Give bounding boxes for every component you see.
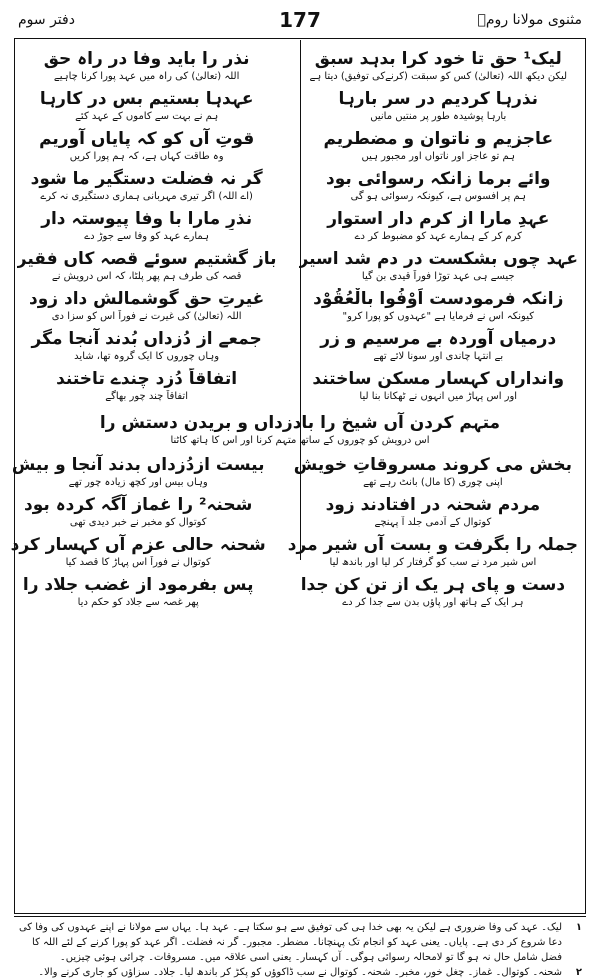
verse-cell: [299, 288, 578, 328]
urdu-translation: ہم نے بہت سے کاموں کے عہد کئے: [75, 111, 219, 122]
footnote-text: شحنہ۔ کوتوال۔ غماز۔ چغل خور، مخبر۔ شحنہ۔ کوتوال نے سب ڈاکوؤں کو پکڑ کر باندھ لیا۔ جلاد۔ سزاؤں کو جاری کرنے والا۔: [38, 967, 562, 978]
footnote-number: ۱: [575, 922, 582, 933]
verse-cell: [17, 368, 277, 408]
verse-cell: [299, 368, 578, 408]
verse-cell: [17, 248, 277, 288]
persian-verse: درمیاں آوردہ بے مرسیم و زر: [320, 329, 557, 349]
persian-verse: نذر را باید وفا در راہ حق: [43, 49, 250, 69]
persian-verse: نذرِ مارا با وفا پیوستہ دار: [41, 209, 253, 229]
urdu-translation: ہر ایک کے ہاتھ اور پاؤں بدن سے جدا کر دے: [342, 597, 524, 608]
page-body: [10, 48, 578, 614]
urdu-translation: بارہا پوشیدہ طور پر منتیں مانیں: [370, 111, 507, 122]
urdu-translation: وہاں بیس اور کچھ زیادہ چور تھے: [68, 477, 208, 488]
persian-verse: عاجزیم و ناتوان و مضطریم: [323, 129, 554, 149]
verse-cell: [288, 494, 578, 534]
persian-verse: بیست ازدُزداں بدند آنجا و بیش: [11, 455, 265, 475]
urdu-translation: وہاں چوروں کا ایک گروہ تھا، شاید: [74, 351, 220, 362]
verse-cell: [299, 328, 578, 368]
footnotes: [18, 920, 582, 980]
urdu-translation: ہم تو عاجز اور ناتواں اور مجبور ہیں: [361, 151, 516, 162]
persian-verse: باز گشتیم سوئے قصہ کاں فقیر: [16, 249, 277, 269]
urdu-translation: وہ طاقت کہاں ہے، کہ ہم پورا کریں: [69, 151, 224, 162]
verse-cell: [299, 128, 578, 168]
verse-cell: [11, 574, 266, 614]
verse-cell: [17, 128, 277, 168]
persian-verse: عہدہا بستیم بس در کارہا: [39, 89, 254, 109]
urdu-translation: کوتوال نے فوراً اس پہاڑ کا قصد کیا: [65, 557, 211, 568]
verse-block-1: [16, 48, 578, 408]
verse-cell: [288, 574, 578, 614]
urdu-translation: لیکن دیکھ اللہ (تعالیٰ) کس کو سبقت (کرنےکی توفیق) دیتا ہے: [309, 71, 568, 82]
heading-title: متہم کردن آں شیخ را بادزداں و بریدن دستش را: [99, 413, 501, 433]
urdu-translation: کرم کر کے ہمارے عہد کو مضبوط کر دے: [354, 231, 522, 242]
urdu-translation: پھر غصہ سے جلاد کو حکم دیا: [77, 597, 199, 608]
persian-verse: عہد چوں بشکست در دم شد اسیر: [298, 249, 578, 269]
verse-cell: [17, 168, 277, 208]
persian-verse: پس بفرمود از غضب جلاد را: [22, 575, 254, 595]
verse-cell: [11, 534, 266, 574]
persian-verse: قوتِ آں کو کہ پایاں آوریم: [39, 129, 255, 149]
footnote-2: [18, 965, 582, 980]
persian-verse: عہدِ مارا از کرم دار استوار: [327, 209, 550, 229]
urdu-translation: (اے اللہ) اگر تیری مہربانی ہماری دستگیری نہ کرے: [40, 191, 253, 202]
persian-verse: شحنہ حالی عزم آں کہسار کرد: [10, 535, 266, 555]
persian-verse: شحنہ² را غماز آگہ کردہ بود: [24, 495, 253, 515]
persian-verse: وائے برما زانکہ رسوائی بود: [326, 169, 551, 189]
page-number: 177: [279, 8, 321, 32]
persian-verse: لیک¹ حق تا خود کرا بدہد سبق: [314, 49, 562, 69]
urdu-translation: اس شیر مرد نے سب کو گرفتار کر لیا اور باندھ لیا: [329, 557, 537, 568]
urdu-translation: اللہ (تعالیٰ) کی غیرت نے فوراً اس کو سزا دی: [51, 311, 242, 322]
verse-cell: [299, 208, 578, 248]
verse-cell: [17, 208, 277, 248]
persian-verse: دست و پای ہر یک از تن کن جدا: [300, 575, 566, 595]
urdu-translation: اپنی چوری (کا مال) بانٹ رہے تھے: [363, 477, 503, 488]
verse-cell: [299, 48, 578, 88]
verse-cell: [299, 168, 578, 208]
urdu-translation: کوتوال کو مخبر نے خبر دیدی تھی: [69, 517, 207, 528]
verse-cell: [11, 494, 266, 534]
urdu-translation: ہم پر افسوس ہے، کیونکہ رسوائی ہو گی: [350, 191, 526, 202]
verse-cell: [288, 534, 578, 574]
persian-verse: اتفاقاً دُزد چندے تاختند: [56, 369, 238, 389]
footnote-text: لیک۔ عہد کی وفا ضروری ہے لیکن یہ بھی خدا ہی کی توفیق سے ہو سکتا ہے۔ عہد ہا۔ یہاں سے مولانا نے اپنے عہدوں کی وفا کی دعا شروع کر دی ہے۔ پایاں۔ یعنی عہد کو انجام تک پہنچانا۔ مضطر۔ مجبور۔ گر نہ فضلت۔ اگر عہد کو پورا کرنے کے لئے اللہ کا فضل شامل حال نہ ہو گا تو لامحالہ رسوائی ہوگی۔ آں کہسار۔ یعنی اسی علاقہ میں۔ مسروقات۔ چرائی ہوئی چیزیں۔: [18, 922, 562, 963]
persian-verse: جملہ را بگرفت و بست آں شیر مرد: [287, 535, 578, 555]
footnote-divider: [14, 916, 586, 917]
verse-cell: [17, 88, 277, 128]
verse-cell: [299, 88, 578, 128]
heading-translation: اس درویش کو چوروں کے ساتھ متہم کرنا اور اس کا ہاتھ کاٹنا: [170, 435, 430, 446]
persian-verse: وانداراں کہسار مسکن ساختند: [312, 369, 565, 389]
persian-verse: بخش می کروند مسروقاتِ خویش: [293, 455, 572, 475]
verse-cell: [17, 328, 277, 368]
volume-label: دفتر سوم: [18, 12, 75, 28]
urdu-translation: جیسے ہی عہد توڑا فوراً قیدی بن گیا: [361, 271, 515, 282]
verse-cell: [11, 454, 266, 494]
urdu-translation: قصہ کی طرف ہم پھر پلٹا، کہ اس درویش نے: [51, 271, 242, 282]
urdu-translation: اللہ (تعالیٰ) کی راہ میں عہد پورا کرنا چاہیے: [53, 71, 240, 82]
urdu-translation: کوتوال کے آدمی جلد آ پہنچے: [374, 517, 492, 528]
persian-verse: مردم شحنہ در افتادند زود: [325, 495, 541, 515]
persian-verse: نذرہا کردیم در سر بارہا: [338, 89, 539, 109]
verse-cell: [299, 248, 578, 288]
persian-verse: غیرتِ حق گوشمالش داد زود: [28, 289, 265, 309]
section-heading: [22, 412, 578, 448]
verse-cell: [17, 48, 277, 88]
verse-cell: [288, 454, 578, 494]
verse-block-2: [10, 454, 578, 614]
footnote-number: ۲: [575, 967, 582, 978]
footnote-1: [18, 920, 582, 965]
urdu-translation: ہمارے عہد کو وفا سے جوڑ دے: [84, 231, 210, 242]
urdu-translation: بے انتہا چاندی اور سونا لائے تھے: [373, 351, 504, 362]
book-title: مثنوی مولانا رومؒ: [477, 12, 582, 28]
verse-cell: [17, 288, 277, 328]
page-header: [18, 8, 582, 36]
urdu-translation: اور اس پہاڑ میں انہوں نے ٹھکانا بنا لیا: [359, 391, 518, 402]
persian-verse: زانکہ فرمودست اَوْفُوا بالْعُقُوْد: [313, 289, 564, 309]
persian-verse: جمعے از دُزداں بُدند آنجا مگر: [31, 329, 262, 349]
urdu-translation: کیونکہ اس نے فرمایا ہے "عہدوں کو پورا کرو": [342, 311, 534, 322]
urdu-translation: اتفاقاً چند چور بھاگے: [105, 391, 188, 402]
persian-verse: گر نہ فضلت دستگیر ما شود: [30, 169, 263, 189]
